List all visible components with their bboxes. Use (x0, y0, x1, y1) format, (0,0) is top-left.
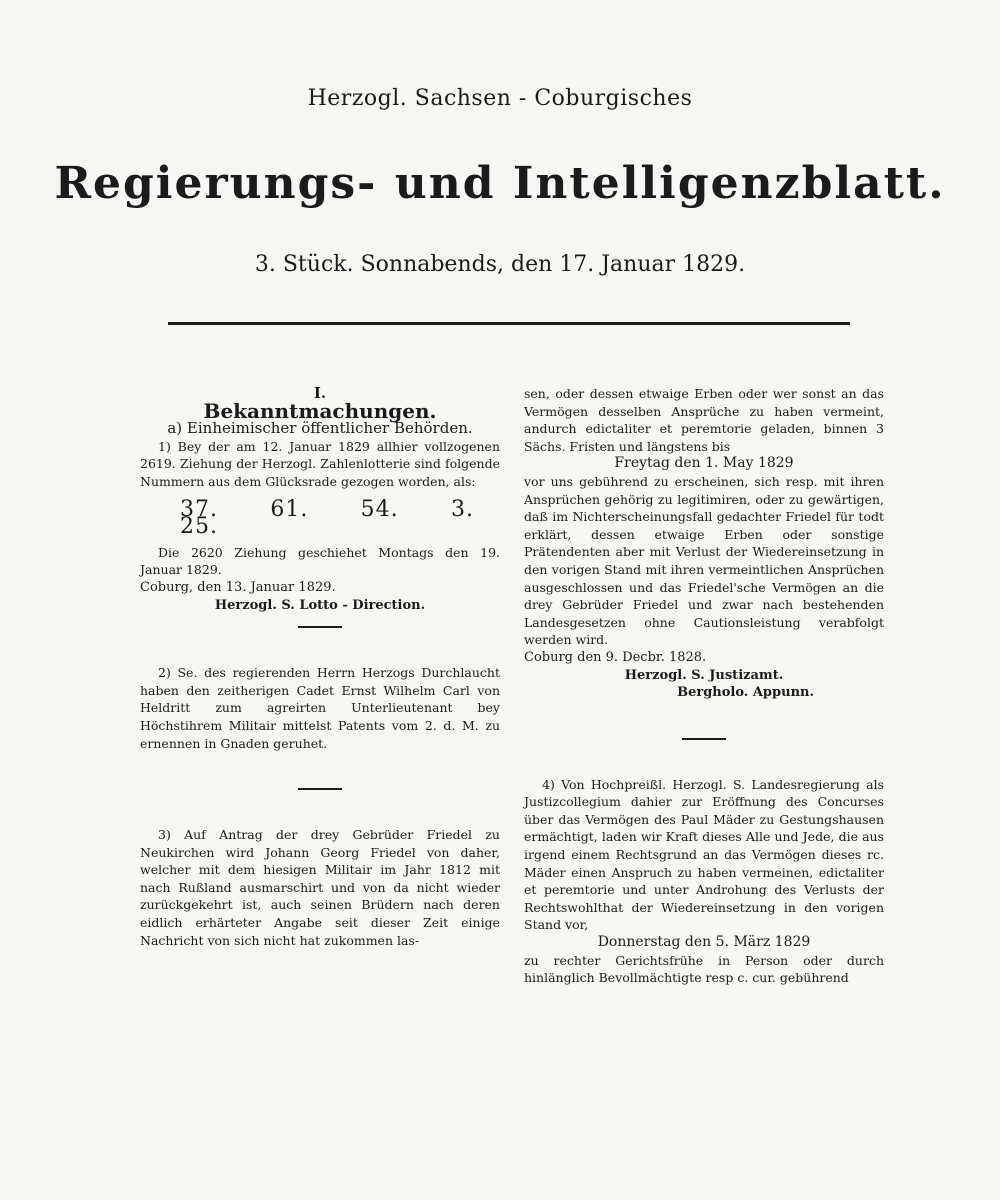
spacer (140, 752, 500, 776)
item-1-date: Coburg, den 13. Januar 1829. (140, 579, 336, 595)
spacer (140, 802, 500, 826)
spacer (140, 640, 500, 664)
item-1-signature: Herzogl. S. Lotto - Direction. (214, 597, 426, 613)
subsection-title: a) Einheimischer öffentlicher Behörden. (167, 419, 473, 438)
right-column (524, 385, 884, 987)
item-3-continued: sen, oder dessen etwaige Erben oder wer sonst an das Vermögen desselben Ansprüche zu haben vermeint, andurch edictaliter et peremtorie geladen, binnen 3 Sächs. Fristen und längstens bis (524, 386, 884, 454)
header-rule (168, 322, 850, 325)
lottery-number: 37. (180, 496, 218, 522)
item-3-date: Coburg den 9. Decbr. 1828. (524, 649, 707, 665)
deadline-date: Freytag den 1. May 1829 (614, 455, 794, 472)
masthead-title: Regierungs- und Intelligenzblatt. (54, 158, 946, 209)
separator (298, 788, 342, 790)
item-4-text: 4) Von Hochpreißl. Herzogl. S. Landesregierung als Justizcollegium dahier zur Eröffnung des Concurses über das Vermögen des Paul Mäder zu Gestungshausen ermächtigt, laden wir Kraft dieses Alle und Jede, die aus irgend einem Rechtsgrund an das Vermögen dieses rc. Mäder einen Anspruch zu haben vermeinen, edictaliter et peremtorie und unter Androhung des Verlusts der Rechtswohlthat der Wiedereinsetzung in den vorigen Stand vor, (524, 776, 884, 933)
spacer (524, 752, 884, 776)
lottery-number: 25. (180, 514, 218, 540)
item-1-text: 1) Bey der am 12. Januar 1829 allhier vollzogenen 2619. Ziehung der Herzogl. Zahlenlotterie sind folgende Nummern aus dem Glücksrade gezogen worden, als: (140, 438, 500, 489)
separator (298, 626, 342, 628)
hearing-date: Donnerstag den 5. März 1829 (597, 934, 811, 951)
item-3-text: 3) Auf Antrag der drey Gebrüder Friedel zu Neukirchen wird Johann Georg Friedel von daher, welcher mit dem hiesigen Militair im Jahr 1812 mit nach Rußland ausmarschirt und von da nicht wieder zurückgekehrt ist, auch seinen Brüdern nach deren eidlich erhärteter Angabe seit dieser Zeit einige Nachricht von sich nicht hat zukommen las- (140, 827, 500, 948)
item-3-signature-office: Herzogl. S. Justizamt. (624, 667, 784, 683)
section-number: I. (313, 384, 327, 402)
lottery-number: 54. (360, 496, 399, 522)
item-2-text: 2) Se. des regierenden Herrn Herzogs Durchlaucht haben den zeitherigen Cadet Ernst Wilhelm Carl von Heldritt zum agreirten Unterlieutenant bey Höchstihrem Militair mittelst Patents vom 2. d. M. zu ernennen in Gnaden geruhet. (140, 665, 500, 751)
lottery-number: 61. (270, 496, 309, 522)
spacer (524, 702, 884, 726)
item-3-continued-2: vor uns gebührend zu erscheinen, sich resp. mit ihren Ansprüchen gehörig zu legitimiren, oder zu gewärtigen, daß im Nichterscheinungsfall gedachter Friedel für todt erklärt, dessen etwaige Erben oder sonstige Prätendenten aber mit Verlust der Wiedereinsetzung in den vorigen Stand mit ihren vermeintlichen Ansprüchen ausgeschlossen und das Friedel'sche Vermögen an die drey Gebrüder Friedel und zwar nach bestehenden Landesgesetzen ohne Cautionsleistung verabfolgt werden wird. (524, 473, 884, 648)
item-3-signature-names: Bergholo. Appunn. (677, 685, 814, 701)
lottery-number: 3. (450, 496, 474, 522)
section-title: Bekanntmachungen. (203, 398, 437, 423)
lottery-numbers (180, 496, 500, 540)
separator (682, 738, 726, 740)
item-1-note: Die 2620 Ziehung geschiehet Montags den 19. Januar 1829. (140, 544, 500, 578)
item-4-continued: zu rechter Gerichtsfrühe in Person oder durch hinlänglich Bevollmächtigte resp c. cur. gebührend (524, 952, 884, 986)
masthead-pre-title: Herzogl. Sachsen - Coburgisches (307, 86, 693, 111)
issue-line: 3. Stück. Sonnabends, den 17. Januar 1829. (254, 252, 746, 277)
left-column (140, 385, 500, 949)
